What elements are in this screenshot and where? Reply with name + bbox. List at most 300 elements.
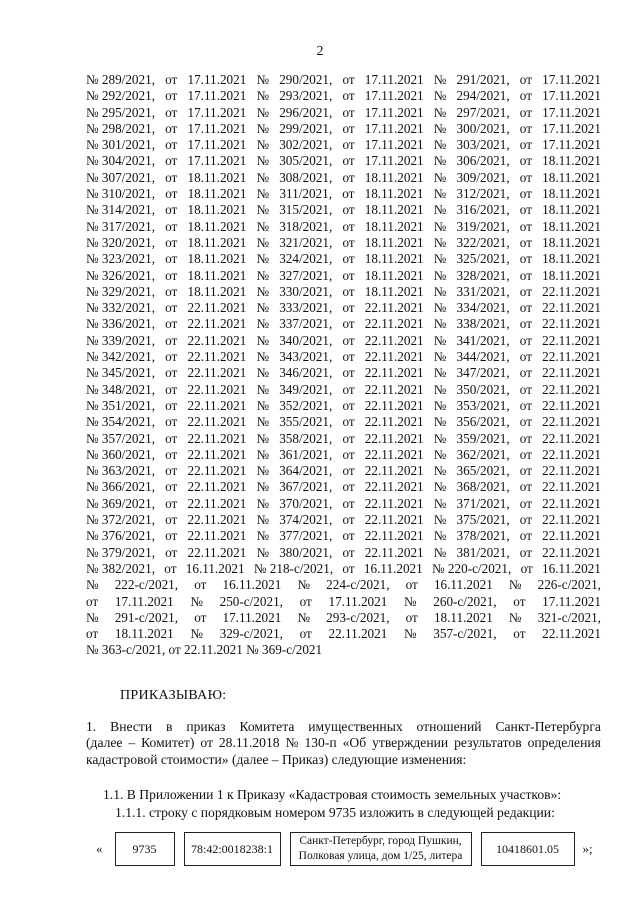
order-token: 368/2021, (456, 479, 510, 495)
order-token: 300/2021, (456, 120, 510, 136)
order-token: от (519, 120, 532, 136)
decree-heading: ПРИКАЗЫВАЮ: (120, 688, 227, 703)
order-token: 291/2021, (456, 72, 510, 87)
order-token: 370/2021, (279, 495, 333, 511)
order-token: 22.11.2021 (364, 528, 424, 544)
order-line (86, 610, 601, 626)
order-token: 22.11.2021 (364, 430, 424, 446)
order-token: 22.11.2021 (364, 446, 424, 462)
order-token: 22.11.2021 (542, 381, 601, 397)
order-token: от (165, 414, 178, 430)
order-line (86, 170, 601, 186)
order-token: от (165, 316, 178, 332)
cadastral-table-row (96, 832, 593, 866)
order-token: 312/2021, (456, 186, 510, 202)
order-token: 22.11.2021 (542, 283, 601, 299)
order-token: № (256, 169, 270, 185)
order-token: № 332/2021, (86, 300, 155, 316)
order-token: № 320/2021, (86, 234, 155, 250)
order-token: 17.11.2021 (364, 72, 424, 87)
order-line (86, 316, 601, 332)
paragraph-word: Санкт-Петербурга (495, 719, 601, 734)
order-token: 371/2021, (456, 495, 510, 511)
order-token: от (519, 218, 532, 234)
order-token: № (433, 495, 447, 511)
order-token: 308/2021, (279, 169, 333, 185)
order-token: 17.11.2021 (542, 593, 601, 609)
order-token: № 339/2021, (86, 332, 155, 348)
order-token: от (519, 414, 532, 430)
order-token: № 301/2021, (86, 137, 155, 153)
order-token: 18.11.2021 (187, 218, 247, 234)
order-token: № (433, 446, 447, 462)
order-token: от (194, 609, 207, 625)
order-token: № 323/2021, (86, 251, 155, 267)
paragraph-word: «Об (342, 735, 367, 751)
order-token: 330/2021, (279, 283, 333, 299)
order-token: № (433, 88, 447, 104)
order-token: 18.11.2021 (364, 186, 424, 202)
order-token: 18.11.2021 (187, 283, 247, 299)
order-token: от (519, 72, 532, 87)
order-token: № (404, 593, 417, 609)
order-token: 381/2021, (456, 544, 510, 560)
order-token: 16.11.2021 (185, 560, 245, 576)
order-token: 22.11.2021 (187, 528, 247, 544)
order-token: № (433, 300, 447, 316)
order-token: 17.11.2021 (364, 88, 424, 104)
order-token: 18.11.2021 (364, 218, 424, 234)
paragraph-word: 130-п (304, 735, 337, 751)
order-token: 17.11.2021 (364, 120, 424, 136)
order-token: 340/2021, (279, 332, 333, 348)
order-token: № 351/2021, (86, 397, 155, 413)
order-token: 22.11.2021 (364, 316, 424, 332)
order-last-line: № 363-с/2021, от 22.11.2021 № 369-с/2021 (86, 642, 323, 657)
order-token: от (165, 72, 178, 87)
order-line (86, 496, 601, 512)
order-line (86, 268, 601, 284)
order-token: № 218-с/2021, (253, 560, 334, 576)
order-token: от (519, 381, 532, 397)
order-token: от (165, 381, 178, 397)
order-token: от (342, 202, 355, 218)
order-token: № 336/2021, (86, 316, 155, 332)
order-token: от (165, 234, 178, 250)
order-token: № 329/2021, (86, 283, 155, 299)
order-token: от (165, 104, 178, 120)
order-token: № (433, 528, 447, 544)
order-token: 303/2021, (456, 137, 510, 153)
order-token: № (433, 104, 447, 120)
order-token: от (165, 495, 178, 511)
item-1-line-3: кадастровой стоимости» (далее – Приказ) следующие изменения: (86, 751, 467, 767)
order-token: № 369/2021, (86, 495, 155, 511)
order-token: от (194, 577, 207, 593)
order-token: № (433, 414, 447, 430)
paragraph-word: Внести (110, 719, 153, 734)
order-token: от (342, 104, 355, 120)
order-token: 22.11.2021 (542, 414, 601, 430)
order-token: 291-с/2021, (114, 609, 179, 625)
order-token: от (342, 72, 355, 87)
order-token: 355/2021, (279, 414, 333, 430)
order-token: 22.11.2021 (542, 479, 601, 495)
order-token: № (433, 316, 447, 332)
item-1-1: 1.1. В Приложении 1 к Приказу «Кадастровая стоимость земельных участков»: (103, 787, 562, 802)
order-token: от (165, 251, 178, 267)
order-token: № (433, 332, 447, 348)
order-token: 318/2021, (279, 218, 333, 234)
order-line (86, 235, 601, 251)
order-token: 17.11.2021 (114, 593, 174, 609)
order-token: 365/2021, (456, 463, 510, 479)
item-1-paragraph (86, 718, 601, 767)
order-token: от (165, 544, 178, 560)
cell-row-number: 9735 (115, 832, 175, 866)
order-token: 18.11.2021 (542, 267, 601, 283)
order-token: № (508, 609, 522, 625)
order-line (86, 333, 601, 349)
order-token: 22.11.2021 (542, 430, 601, 446)
order-token: 329-с/2021, (219, 626, 283, 642)
order-token: № (297, 609, 311, 625)
cell-cadastral-value: 10418601.05 (481, 832, 575, 866)
order-token: от (165, 463, 178, 479)
order-token: 341/2021, (456, 332, 510, 348)
order-token: 226-с/2021, (537, 577, 601, 593)
order-token: от (405, 609, 418, 625)
order-line (86, 349, 601, 365)
order-token: от (519, 446, 532, 462)
order-token: 305/2021, (279, 153, 333, 169)
order-line (86, 626, 601, 642)
order-token: № (433, 349, 447, 365)
order-token: 22.11.2021 (542, 495, 601, 511)
order-token: 22.11.2021 (364, 332, 424, 348)
order-token: от (342, 495, 355, 511)
paragraph-word: – (128, 735, 136, 751)
order-line (86, 398, 601, 414)
order-token: 18.11.2021 (542, 202, 601, 218)
order-token: от (342, 186, 355, 202)
order-token: № (433, 267, 447, 283)
order-token: от (519, 202, 532, 218)
order-token: 17.11.2021 (187, 72, 247, 87)
order-token: 18.11.2021 (542, 169, 601, 185)
order-token: от (519, 267, 532, 283)
order-token: от (165, 512, 178, 528)
order-token: от (519, 544, 532, 560)
order-token: № (433, 72, 447, 87)
order-token: № (433, 463, 447, 479)
order-token: от (342, 414, 355, 430)
order-token: 306/2021, (456, 153, 510, 169)
order-token: № (433, 169, 447, 185)
order-token: 22.11.2021 (187, 479, 247, 495)
order-token: № (256, 381, 270, 397)
order-token: 350/2021, (456, 381, 510, 397)
order-token: 344/2021, (456, 349, 510, 365)
order-line (86, 431, 601, 447)
order-line (86, 479, 601, 495)
cell-cadastral-number: 78:42:0018238:1 (184, 832, 281, 866)
order-token: от (519, 137, 532, 153)
order-token: от (519, 88, 532, 104)
order-line (86, 284, 601, 300)
order-token: 22.11.2021 (364, 300, 424, 316)
order-token: от (165, 446, 178, 462)
order-token: 22.11.2021 (187, 430, 247, 446)
order-line (86, 219, 601, 235)
order-token: 22.11.2021 (187, 300, 247, 316)
order-token: № (256, 202, 270, 218)
order-token: 22.11.2021 (542, 528, 601, 544)
order-token: № 298/2021, (86, 120, 155, 136)
order-token: 18.11.2021 (542, 186, 601, 202)
order-token: 18.11.2021 (187, 169, 247, 185)
order-token: № (256, 495, 270, 511)
order-token: 17.11.2021 (542, 137, 601, 153)
order-token: № (256, 316, 270, 332)
order-token: № (256, 300, 270, 316)
order-token: 16.11.2021 (363, 560, 423, 576)
order-token: 356/2021, (456, 414, 510, 430)
order-token: от (342, 349, 355, 365)
order-token: от (165, 349, 178, 365)
order-token: 22.11.2021 (542, 397, 601, 413)
order-token: от (86, 626, 99, 642)
order-token: от (165, 186, 178, 202)
order-token: № 326/2021, (86, 267, 155, 283)
order-token: 18.11.2021 (364, 202, 424, 218)
order-token: 16.11.2021 (542, 560, 601, 576)
order-token: от (165, 169, 178, 185)
order-token: 316/2021, (456, 202, 510, 218)
order-token: № (256, 397, 270, 413)
order-token: 293/2021, (279, 88, 333, 104)
paragraph-word: отношений (416, 719, 482, 734)
order-token: 22.11.2021 (542, 512, 601, 528)
order-token: 311/2021, (279, 186, 333, 202)
order-token: от (342, 365, 355, 381)
order-token: 17.11.2021 (222, 609, 282, 625)
order-token: № (433, 381, 447, 397)
order-token: № (256, 153, 270, 169)
order-token: 357-с/2021, (433, 626, 497, 642)
order-token: № (256, 137, 270, 153)
order-token: № (256, 104, 270, 120)
order-token: № (433, 137, 447, 153)
order-token: от (519, 300, 532, 316)
order-token: 324/2021, (279, 251, 333, 267)
order-token: 22.11.2021 (364, 512, 424, 528)
order-token: 18.11.2021 (187, 234, 247, 250)
order-token: 331/2021, (456, 283, 510, 299)
order-token: от (519, 430, 532, 446)
address-line-2: Полковая улица, дом 1/25, литера (298, 850, 463, 862)
order-token: № (256, 463, 270, 479)
order-token: № (433, 153, 447, 169)
order-token: 22.11.2021 (542, 316, 601, 332)
order-token: 343/2021, (279, 349, 333, 365)
order-token: № 307/2021, (86, 169, 155, 185)
order-token: № (256, 528, 270, 544)
order-token: 302/2021, (279, 137, 333, 153)
order-token: 18.11.2021 (542, 251, 601, 267)
order-token: от (342, 234, 355, 250)
order-token: 374/2021, (279, 512, 333, 528)
order-token: № (256, 186, 270, 202)
order-token: № (256, 251, 270, 267)
order-token: 22.11.2021 (542, 446, 601, 462)
item-1-line-2 (86, 734, 601, 750)
order-token: 17.11.2021 (542, 120, 601, 136)
order-token: 22.11.2021 (187, 446, 247, 462)
order-token: от (342, 381, 355, 397)
order-token: 358/2021, (279, 430, 333, 446)
paragraph-word: утверждении (372, 735, 449, 751)
order-line (86, 72, 601, 88)
order-token: 315/2021, (279, 202, 333, 218)
order-line (86, 186, 601, 202)
order-token: 22.11.2021 (542, 463, 601, 479)
order-token: от (342, 479, 355, 495)
order-token: 325/2021, (456, 251, 510, 267)
order-line (86, 202, 601, 218)
order-token: 352/2021, (279, 397, 333, 413)
order-token: 22.11.2021 (187, 332, 247, 348)
order-line (86, 594, 601, 610)
order-token: № 372/2021, (86, 512, 155, 528)
order-token: от (519, 186, 532, 202)
order-token: от (342, 300, 355, 316)
order-token: от (519, 316, 532, 332)
order-token: 17.11.2021 (364, 153, 424, 169)
order-token: № (256, 234, 270, 250)
order-token: 18.11.2021 (542, 153, 601, 169)
order-token: 22.11.2021 (364, 365, 424, 381)
order-token: № (256, 512, 270, 528)
order-token: 18.11.2021 (433, 609, 493, 625)
order-token: № (433, 544, 447, 560)
page-number: 2 (316, 44, 324, 59)
paragraph-word: имущественных (308, 719, 403, 734)
order-token: № 382/2021, (86, 560, 155, 576)
order-line (86, 447, 601, 463)
order-token: № 342/2021, (86, 349, 155, 365)
order-line (86, 121, 601, 137)
order-token: 22.11.2021 (542, 349, 601, 365)
order-token: № (297, 577, 311, 593)
order-token: 22.11.2021 (542, 300, 601, 316)
order-token: 250-с/2021, (219, 593, 283, 609)
order-token: от (519, 169, 532, 185)
order-token: от (165, 88, 178, 104)
order-token: 18.11.2021 (364, 234, 424, 250)
order-token: 362/2021, (456, 446, 510, 462)
order-token: 17.11.2021 (542, 104, 601, 120)
cell-address (290, 832, 472, 866)
order-token: 375/2021, (456, 512, 510, 528)
order-token: № (433, 365, 447, 381)
order-token: 18.11.2021 (187, 186, 247, 202)
order-token: 22.11.2021 (187, 365, 247, 381)
order-token: от (519, 349, 532, 365)
order-line (86, 153, 601, 169)
order-token: 22.11.2021 (364, 397, 424, 413)
order-token: 322/2021, (456, 234, 510, 250)
order-line (86, 105, 601, 121)
order-token: № 354/2021, (86, 414, 155, 430)
order-token: № (433, 251, 447, 267)
order-token: № (256, 430, 270, 446)
order-token: от (165, 218, 178, 234)
order-token: № (86, 577, 99, 593)
order-token: № (256, 349, 270, 365)
order-token: № 304/2021, (86, 153, 155, 169)
order-line (86, 365, 601, 381)
order-token: от (342, 512, 355, 528)
order-token: № 345/2021, (86, 365, 155, 381)
order-token: № 220-с/2021, (432, 560, 512, 576)
order-token: от (299, 593, 312, 609)
order-token: от (164, 560, 177, 576)
address-line-1: Санкт-Петербург, город Пушкин, (299, 835, 462, 847)
order-token: 22.11.2021 (542, 626, 601, 642)
order-token: от (519, 283, 532, 299)
order-token: 359/2021, (456, 430, 510, 446)
order-token: от (165, 137, 178, 153)
order-token: № (256, 283, 270, 299)
order-token: № (256, 332, 270, 348)
order-token: 309/2021, (456, 169, 510, 185)
order-token: № (433, 218, 447, 234)
order-token: 22.11.2021 (364, 495, 424, 511)
order-token: 222-с/2021, (114, 577, 179, 593)
order-token: № (433, 202, 447, 218)
order-token: 296/2021, (279, 104, 333, 120)
order-token: 319/2021, (456, 218, 510, 234)
order-token: от (165, 365, 178, 381)
order-token: 17.11.2021 (542, 72, 601, 87)
order-token: 16.11.2021 (433, 577, 493, 593)
order-token: № (433, 397, 447, 413)
order-token: 22.11.2021 (187, 381, 247, 397)
paragraph-word: от (200, 735, 213, 751)
order-token: от (165, 202, 178, 218)
paragraph-word: приказ (186, 719, 226, 734)
order-list (86, 72, 601, 642)
order-token: № (508, 577, 522, 593)
order-token: № (256, 414, 270, 430)
order-token: 17.11.2021 (364, 137, 424, 153)
order-token: 353/2021, (456, 397, 510, 413)
order-token: от (520, 560, 533, 576)
order-token: № 366/2021, (86, 479, 155, 495)
order-token: от (519, 251, 532, 267)
order-token: от (342, 560, 355, 576)
order-line (86, 512, 601, 528)
order-token: 17.11.2021 (364, 104, 424, 120)
order-token: от (165, 120, 178, 136)
order-token: 364/2021, (279, 463, 333, 479)
order-token: 17.11.2021 (187, 104, 247, 120)
paragraph-word: № (285, 735, 299, 751)
order-token: № (190, 593, 203, 609)
order-token: 22.11.2021 (364, 349, 424, 365)
order-token: № (256, 446, 270, 462)
